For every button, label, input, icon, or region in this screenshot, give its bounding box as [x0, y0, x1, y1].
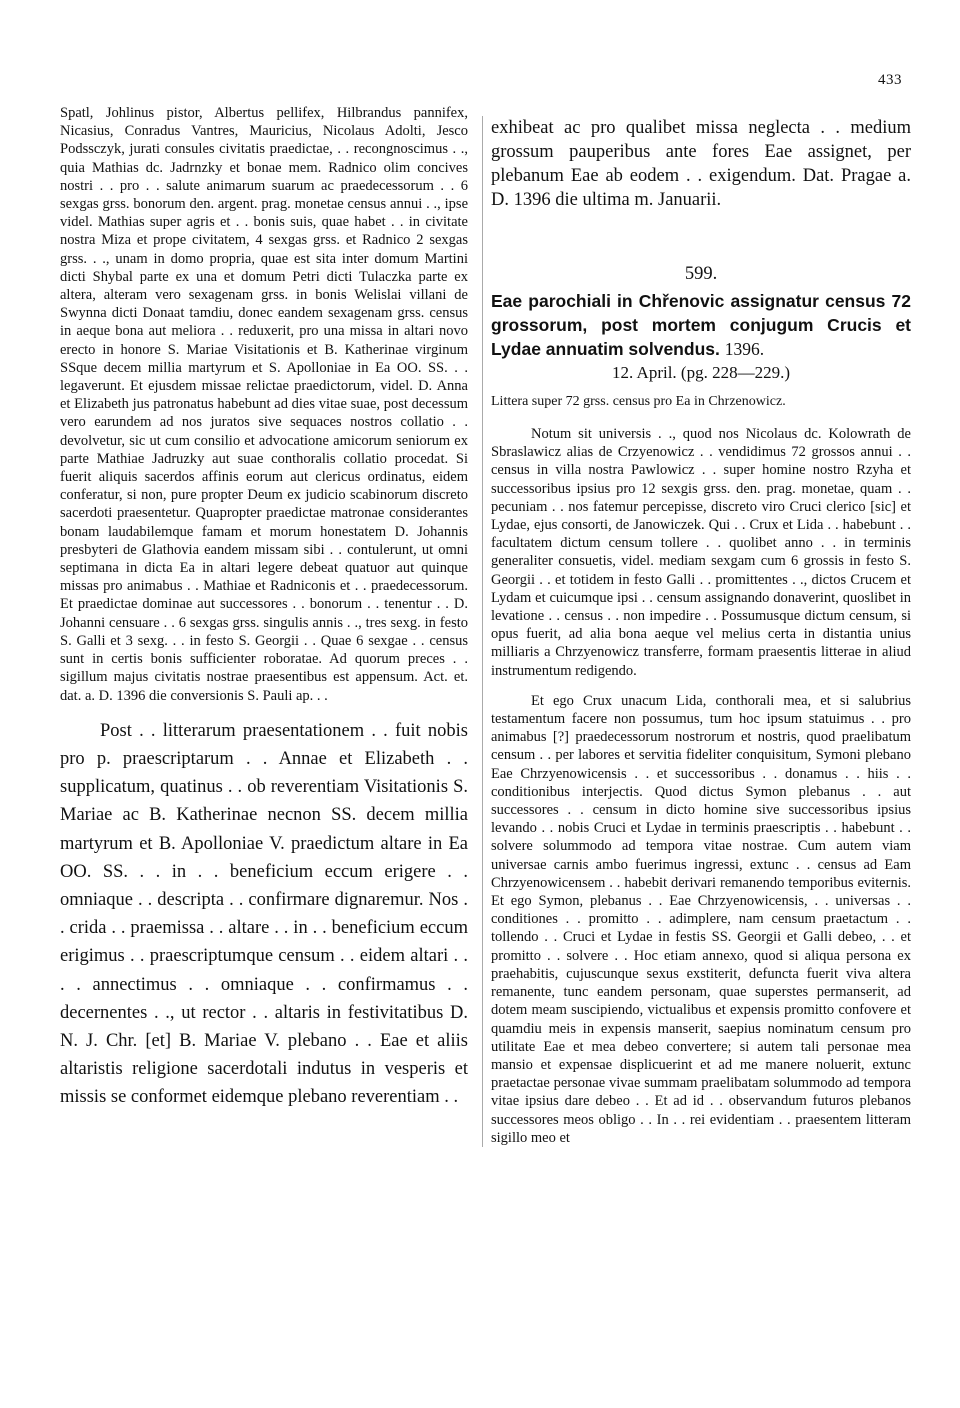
document-heading [491, 289, 911, 361]
document-year: 1396. [724, 339, 765, 359]
right-paragraph-2: Et ego Crux unacum Lida, conthorali mea, et si salubrius testamentum facere non possumus, tum hoc ipsum statuimus . . pro animabus [?] praedecessorum nostrorum et nostris, quod praelibatum censum . . per labores et servitia fideliter conquisitum, Symoni plebano Eae Chrzyenowicensis . . et successoribus . . donamus . . hiis . . conditionibus interjectis. Quod dictus Symon plebanus . . aut successores . . censum in dicto homine sive successoribus ipsius levando . . nobis Cruci et Lydae in terminis praescriptis . . habebunt . . solvere solummodo ad tempora vitae nostrae. Cum autem viam universae carnis ambo fuerimus ingressi, extunc . . census ad Eam Chrzyenowicensem . . habebit derivari remanendo temporibus eviternis. Et ego Symon, plebanus . . Eae Chrzyenowicensis, . . universas . . conditiones . . promitto . . adimplere, nam censum praetactum . . tollendo . . Cruci et Lydae in festis SS. Georgii et Galli debeo, . . et promitto . . solvere . . Hoc etiam annexo, quod si aliqua persona ex praehabitis, cujuscunque sexus exstiterit, defuncta fuerit viva altera remanente, tunc eandem personam, quae superstes permanserit, ad dotem meam suscipiendo, victualibus et expensis promitto confovere et quamdiu meis in expensis manserit, saepius nominatum censum pro utilitate Eae et mea debeo convertere; si autem tali personae mea mansio et expensae displicuerint et ad me manere noluerit, extunc praetactae personae vivae summam praelibatam solummodo ad tempora vitae ipsius dare debeo . . Et ad id . . observandum futuros plebanos successores meos obligo . . In . . rei evidentiam . . praesentem litteram sigillo meo et [491, 692, 911, 1146]
document-heading-text: Eae parochiali in Chřenovic assignatur census 72 grossorum, post mortem conjugum Crucis et Lydae annuatim solvendus. [491, 291, 911, 359]
document-summary: Littera super 72 grss. census pro Ea in Chrzenowicz. [491, 394, 786, 409]
left-paragraph-2: Post . . litterarum praesentationem . . fuit nobis pro p. praescriptarum . . Annae et Elizabeth . . supplicatum, quatinus . . ob reverentiam Visitationis S. Mariae ac B. Katherinae necnon SS. decem millia martyrum et B. Apolloniae V. praedictum altare in Ea OO. SS. . . in . . beneficium eccum erigere . . omniaque . . descripta . . confirmare dignaremur. Nos . . crida . . praemissa . . altare . . in . . beneficium eccum erigimus . . praescriptumque censum . . eidem altari . . . . annectimus . . omniaque . . confirmamus . . decernentes . ., ut rector . . altaris in festivitatibus D. N. J. Chr. [et] B. Mariae V. plebano . . Eae et aliis altaristis religione sacerdotali indutus in vesperis et missis se conformet eidemque plebano reverentiam . . [60, 720, 468, 1108]
right-column [482, 116, 911, 1147]
right-paragraph-1: Notum sit universis . ., quod nos Nicolaus dc. Kolowrath de Sbraslawicz alias de Crzyenowicz . . vendidimus 72 grossos annui . . census in villa nostra Pawlowicz . . super homine nostro Rzyha et successoribus ipsius pro 12 sexgis grss. den. prag. monetae, quam . . pecuniam . . nos fatemur percepisse, discreto viro Cruci clerico [sic] et Lydae, ejus consorti, de Janowiczek. Qui . . Crux et Lida . . habebunt . . facultatem dictum censum tollere . . quolibet anno . . in terminis generaliter consuetis, videl. mediam sexgam cum 6 grossis in festo S. Georgii . . et totidem in festo Galli . . promittentes . ., dictos Crucem et Lydam et cuicumque ipsi . . censum assignando donaverint, quoslibet in levatione . . census . . non impedire . . Possumusque dictum censum, si opus fuerit, ad alia bona aeque vel melius certa in distantia unius milliaris a Chrzyenowicz transferre, formam praesentis litterae in aliud instrumentum redigendo. [491, 426, 911, 679]
page-number: 433 [878, 72, 902, 88]
right-continuation: exhibeat ac pro qualibet missa neglecta . . medium grossum pauperibus ante fores Eae assignet, per plebanum Eae ab eodem . . exigendum. Dat. Pragae a. D. 1396 die ultima m. Januarii. [491, 118, 911, 210]
document-date: 12. April. (pg. 228—229.) [611, 363, 791, 382]
document-number: 599. [684, 264, 718, 284]
left-column [60, 104, 468, 1112]
left-paragraph-1: Spatl, Johlinus pistor, Albertus pellifex, Hilbrandus pannifex, Nicasius, Conradus Vantres, Mauricius, Nicolaus Adolti, Jesco Podssczyk, jurati consules civitatis praedictae, . . recongnoscimus . ., quia Mathias dc. Jadrnzky et bonae mem. Radnico olim concives nostri . . pro . . salute animarum suarum ac praedecessorum . . 6 sexgas grss. bonorum den. argent. prag. monetae census annui . ., ipse videl. Mathias super agris et . . bonis suis, quae habet . . in civitate nostra Miza et prope civitatem, 4 sexgas grss. et Radnico 2 sexgas grss. . ., unam in domo propria, quae est sita inter domum Martini dicti Shybal parte ex una et domum Petri dicti Tulaczka parte ex altera, alteram vero sexagenam grss. in bonis Welislai villani de Swynna dicti Donaat tamdiu, donec eandem sexagenam grss. census in aeque bona aut meliora . . reduxerit, pro una missa in altari novo erecto in honore S. Mariae Visitationis et B. Katherinae virginum SSque decem millia martyrum et S. Apolloniae in Ea OO. SS. . . legaverunt. Et ejusdem missae relictae praedictorum, videl. D. Anna et Elizabeth jus patronatus habebunt ad dies vitae suae, post decessum vero earundem ad nos juratos sive sequaces nostros collatio . . devolvetur, sic ut cum consilio et advocatione amicorum seniorum ex parte Mathiae Jadruzky aut suae conthoralis collatio procedat. Si fuerit aliquis sacerdos affinis eorum aut clericus ordinatus, eidem conferatur, si non, pure propter Deum ex judicio scabinorum discreto sacerdoti praesentetur. Quapropter praedictae matronae considerantes bonam laudabilemque famam et morum honestatem D. Johannis presbyteri de Glathovia eandem missam sibi . . contulerunt, ut omni septimana in dicta Ea in altari legere debeat quatuor aut quinque missas pro animabus . . Mathiae et Radniconis et . . praedecessorum. Et praedictae dominae aut successores . . bonorum . . tenentur . . D. Johanni censuare . . 6 sexgas grss. singulis annis . ., tres sexg. in festo S. Galli et 3 sexg. . . in festo S. Georgii . . Quae 6 sexgae . . census sunt in certis bonis sufficienter roboratae. Ad quorum preces . . sigillum majus civitatis nostrae praesentibus est appensum. Act. et. dat. a. D. 1396 die conversionis S. Pauli ap. . . [60, 105, 468, 704]
